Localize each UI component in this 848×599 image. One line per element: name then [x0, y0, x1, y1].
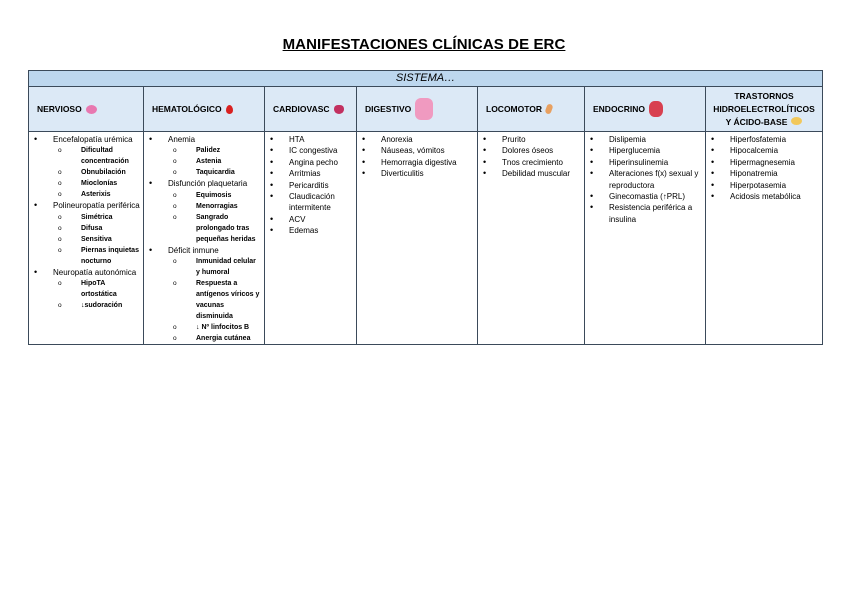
list-item — [29, 134, 143, 200]
list-item-text: Ginecomastia (↑PRL) — [609, 192, 686, 202]
list-item-text: Hemorragia digestiva — [381, 157, 457, 167]
list-item-text: Hiponatremia — [730, 169, 778, 179]
list-item — [478, 168, 584, 179]
sub-list-item: o Anergia cutánea — [168, 333, 261, 344]
list-item-text: IC congestiva — [289, 146, 338, 156]
sub-list-item: o Dificultad concentración — [53, 145, 140, 167]
list-item-text: Hiperpotasemia — [730, 180, 787, 190]
sub-list-item: o ↓ Nº linfocitos B — [168, 322, 261, 333]
column-header — [29, 87, 144, 132]
sub-list-item: o Inmunidad celular y humoral — [168, 256, 261, 278]
column-header-label: LOCOMOTOR — [486, 104, 543, 114]
list-item — [585, 145, 705, 156]
symptom-list — [144, 134, 264, 344]
column-body — [706, 132, 823, 345]
list-item — [585, 191, 705, 202]
column-body — [144, 132, 265, 345]
list-item-text: Acidosis metabólica — [730, 192, 801, 202]
list-item-text: ACV — [289, 214, 306, 224]
column-body — [357, 132, 478, 345]
list-item — [29, 200, 143, 266]
list-item — [706, 134, 822, 145]
list-item-text: Resistencia periférica a insulina — [609, 203, 693, 224]
list-item — [585, 202, 705, 225]
list-item-text: Angina pecho — [289, 157, 338, 167]
list-item — [585, 157, 705, 168]
heart-icon — [334, 105, 344, 114]
sub-list-item: o Difusa — [53, 223, 140, 234]
list-item-text: Tnos crecimiento — [502, 157, 563, 167]
list-item-text: Anorexia — [381, 135, 413, 144]
list-item-text: Hipermagnesemia — [730, 157, 795, 167]
column-header-label: TRASTORNOS — [734, 90, 794, 101]
sub-list — [168, 256, 261, 344]
list-item — [585, 168, 705, 191]
intestine-icon — [415, 98, 433, 120]
thyroid-icon — [649, 101, 663, 117]
list-item-text: Pericarditis — [289, 180, 329, 190]
list-item — [265, 157, 356, 168]
sub-list — [53, 212, 140, 267]
list-item-text: Diverticulitis — [381, 169, 424, 179]
list-item — [585, 134, 705, 145]
sub-list-item: o Respuesta a antígenos víricos y vacunas disminuida — [168, 278, 261, 322]
list-item-text: Debilidad muscular — [502, 169, 571, 179]
list-item — [144, 134, 264, 178]
list-item-text: Polineuropatía periférica — [53, 201, 140, 211]
sub-list-item: o Sangrado prolongado tras pequeñas heridas — [168, 212, 261, 245]
list-item-text: Arritmias — [289, 169, 321, 179]
list-item-text: Hipocalcemia — [730, 146, 779, 156]
sub-list-item: o Taquicardia — [168, 167, 261, 178]
list-item — [706, 191, 822, 202]
column-header-label: Y ÁCIDO-BASE — [725, 116, 788, 127]
list-item — [706, 157, 822, 168]
sub-list — [53, 145, 140, 200]
column-header — [265, 87, 357, 132]
list-item — [144, 245, 264, 344]
list-item-text: Edemas — [289, 226, 319, 236]
list-item — [265, 134, 356, 145]
column-header — [357, 87, 478, 132]
list-item — [357, 168, 477, 179]
column-header — [585, 87, 706, 132]
list-item-text: Neuropatía autonómica — [53, 267, 137, 277]
column-header-label: ENDOCRINO — [593, 104, 645, 114]
list-item — [265, 180, 356, 191]
manifestations-table — [28, 70, 823, 345]
list-item — [265, 145, 356, 156]
sistema-header: SISTEMA… — [29, 71, 823, 87]
list-item — [357, 134, 477, 145]
list-item-text: Hiperfosfatemia — [730, 135, 787, 144]
sub-list-item: o HipoTA ortostática — [53, 278, 140, 300]
list-item-text: Hiperinsulinemia — [609, 157, 669, 167]
hand-icon — [791, 117, 802, 125]
column-body — [585, 132, 706, 345]
column-header-label: DIGESTIVO — [365, 104, 412, 114]
list-item — [478, 134, 584, 145]
column-header — [144, 87, 265, 132]
page-title: MANIFESTACIONES CLÍNICAS DE ERC — [282, 36, 566, 53]
bone-icon — [545, 103, 554, 114]
sub-list-item: o Equimosis — [168, 190, 261, 201]
sub-list-item: o ↓sudoración — [53, 300, 140, 311]
list-item-text: Déficit inmune — [168, 245, 219, 255]
sub-list — [53, 278, 140, 311]
symptom-list — [357, 134, 477, 180]
list-item — [357, 157, 477, 168]
list-item — [706, 180, 822, 191]
list-item-text: Dislipemia — [609, 135, 646, 144]
list-item-text: Náuseas, vómitos — [381, 146, 445, 156]
list-item-text: Prurito — [502, 135, 526, 144]
sub-list-item: o Astenia — [168, 156, 261, 167]
list-item-text: Claudicación intermitente — [289, 192, 335, 213]
sub-list-item: o Palidez — [168, 145, 261, 156]
column-header-label: HIDROELECTROLÍTICOS — [713, 103, 815, 114]
list-item-text: Encefalopatía urémica — [53, 135, 133, 144]
list-item — [706, 145, 822, 156]
sub-list-item: o Obnubilación — [53, 167, 140, 178]
list-item-text: Hiperglucemia — [609, 146, 661, 156]
column-body — [265, 132, 357, 345]
column-header-label: CARDIOVASC — [273, 104, 330, 114]
symptom-list — [706, 134, 822, 202]
symptom-list — [585, 134, 705, 225]
list-item — [265, 191, 356, 214]
symptom-list — [478, 134, 584, 180]
sub-list-item: o Mioclonías — [53, 178, 140, 189]
symptom-list — [29, 134, 143, 311]
column-header-label: HEMATOLÓGICO — [152, 104, 222, 114]
list-item — [265, 225, 356, 236]
sub-list-item: o Piernas inquietas nocturno — [53, 245, 140, 267]
list-item-text: HTA — [289, 135, 305, 144]
sub-list-item: o Asterixis — [53, 189, 140, 200]
sub-list-item: o Simétrica — [53, 212, 140, 223]
symptom-list — [265, 134, 356, 237]
list-item — [478, 157, 584, 168]
list-item — [706, 168, 822, 179]
brain-icon — [86, 105, 97, 114]
column-body — [29, 132, 144, 345]
list-item — [144, 178, 264, 244]
list-item — [478, 145, 584, 156]
column-body — [478, 132, 585, 345]
blood-drop-icon — [226, 105, 233, 114]
column-header — [478, 87, 585, 132]
sub-list — [168, 145, 261, 178]
list-item — [357, 145, 477, 156]
column-header — [706, 87, 823, 132]
list-item-text: Anemia — [168, 135, 196, 144]
list-item — [265, 214, 356, 225]
list-item-text: Dolores óseos — [502, 146, 554, 156]
sub-list — [168, 190, 261, 245]
sub-list-item: o Menorragias — [168, 201, 261, 212]
list-item-text: Alteraciones f(x) sexual y reproductora — [609, 169, 699, 190]
list-item — [265, 168, 356, 179]
list-item-text: Disfunción plaquetaria — [168, 179, 248, 189]
sub-list-item: o Sensitiva — [53, 234, 140, 245]
list-item — [29, 267, 143, 311]
column-header-label: NERVIOSO — [37, 104, 82, 114]
